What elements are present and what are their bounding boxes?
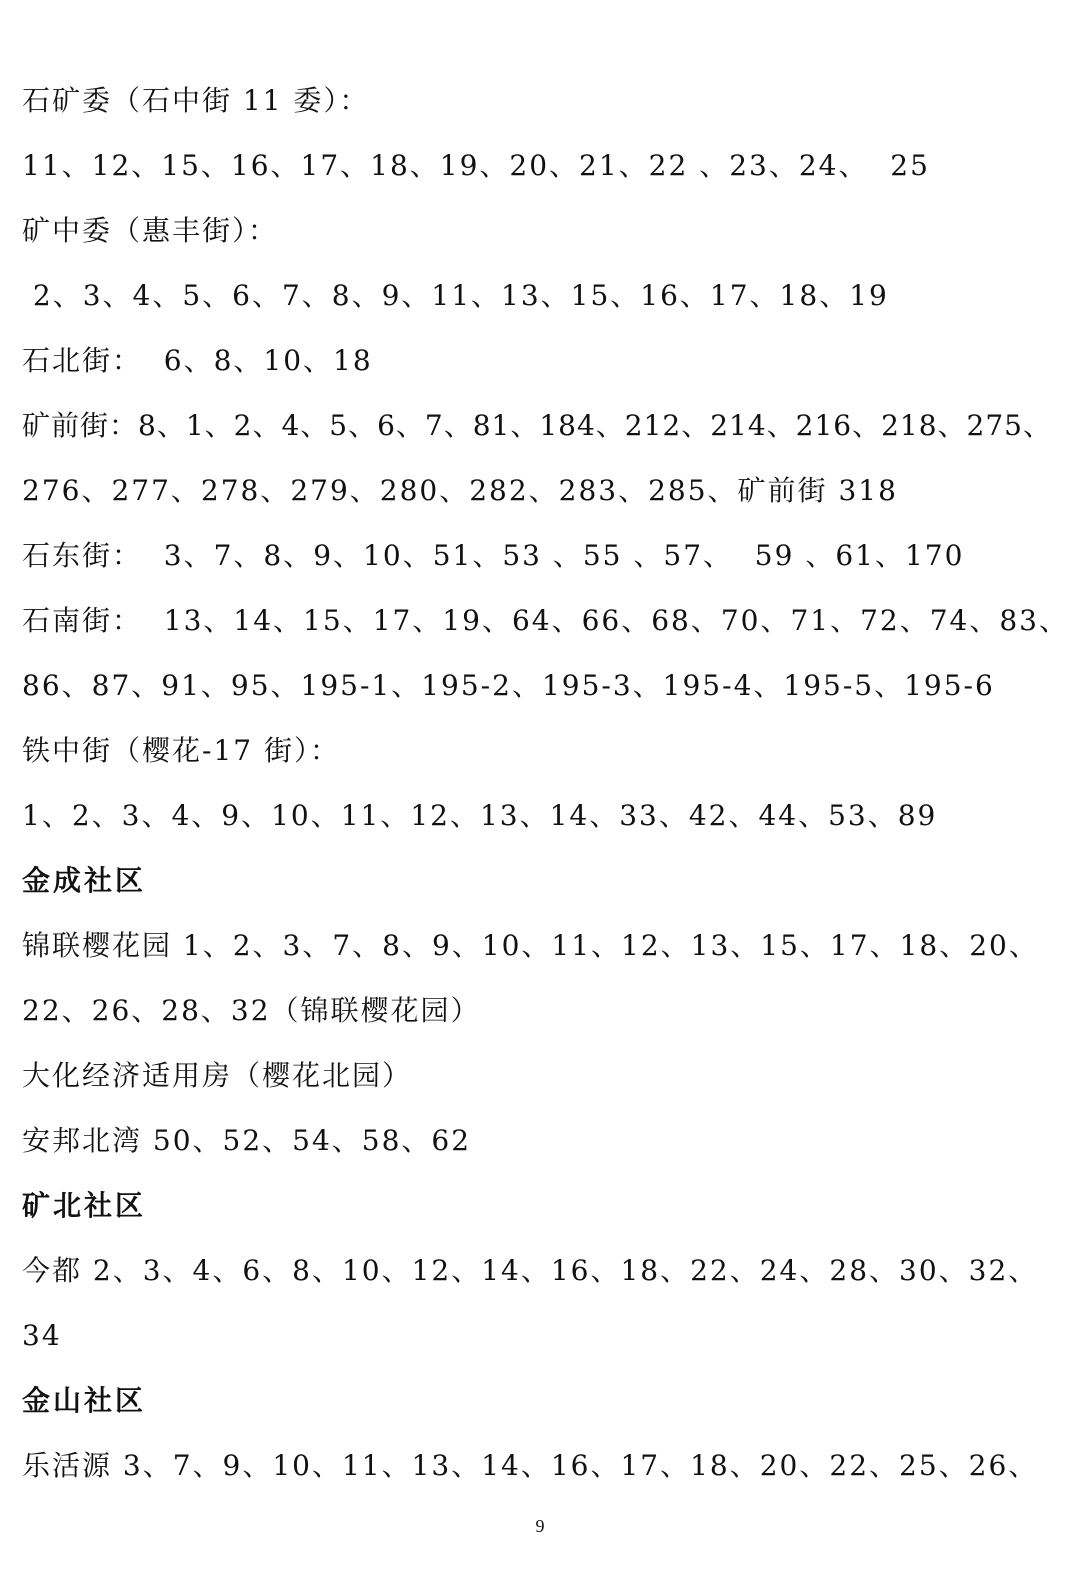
estate-label-lehuoyuan: 乐活源 3、7、9、10、11、13、14、16、17、18、20、22、25、26、: [22, 1449, 1039, 1482]
street-label-shikuang-committee: 石矿委（石中街 11 委）：: [22, 84, 370, 117]
section-heading-jincheng: 金成社区: [22, 864, 147, 897]
street-label-tiezhong: 铁中街（樱花-17 街）：: [22, 734, 340, 767]
building-numbers-line: 2、3、4、5、6、7、8、9、11、13、15、16、17、18、19: [22, 279, 889, 312]
building-numbers-line: 34: [22, 1319, 62, 1352]
building-numbers-line: 86、87、91、95、195-1、195-2、195-3、195-4、195-5、195-6: [22, 669, 995, 702]
page-number: 9: [535, 1516, 545, 1536]
street-label-shidong: 石东街： 3、7、8、9、10、51、53 、55 、57、 59 、61、170: [22, 539, 965, 572]
section-heading-kuangbei: 矿北社区: [22, 1189, 147, 1222]
building-numbers-line: 276、277、278、279、280、282、283、285、矿前街 318: [22, 474, 898, 507]
street-label-shibei: 石北街： 6、8、10、18: [22, 344, 373, 377]
estate-label-dahua: 大化经济适用房（樱花北园）: [22, 1059, 413, 1092]
building-numbers-line: 22、26、28、32（锦联樱花园）: [22, 994, 481, 1027]
street-label-kuangqian: 矿前街：8、1、2、4、5、6、7、81、184、212、214、216、218、275、: [22, 409, 1052, 442]
street-label-shinan: 石南街： 13、14、15、17、19、64、66、68、70、71、72、74、83、: [22, 604, 1069, 637]
street-label-kuangzhong-committee: 矿中委（惠丰街）：: [22, 214, 279, 247]
estate-label-jinlian-yinghuayuan: 锦联樱花园 1、2、3、7、8、9、10、11、12、13、15、17、18、20、: [22, 929, 1039, 962]
estate-label-jindu: 今都 2、3、4、6、8、10、12、14、16、18、22、24、28、30、32、: [22, 1254, 1039, 1287]
building-numbers-line: 11、12、15、16、17、18、19、20、21、22 、23、24、 25: [22, 149, 930, 182]
estate-label-anbang-beiwan: 安邦北湾 50、52、54、58、62: [22, 1124, 472, 1157]
building-numbers-line: 1、2、3、4、9、10、11、12、13、14、33、42、44、53、89: [22, 799, 938, 832]
section-heading-jinshan: 金山社区: [22, 1384, 147, 1417]
